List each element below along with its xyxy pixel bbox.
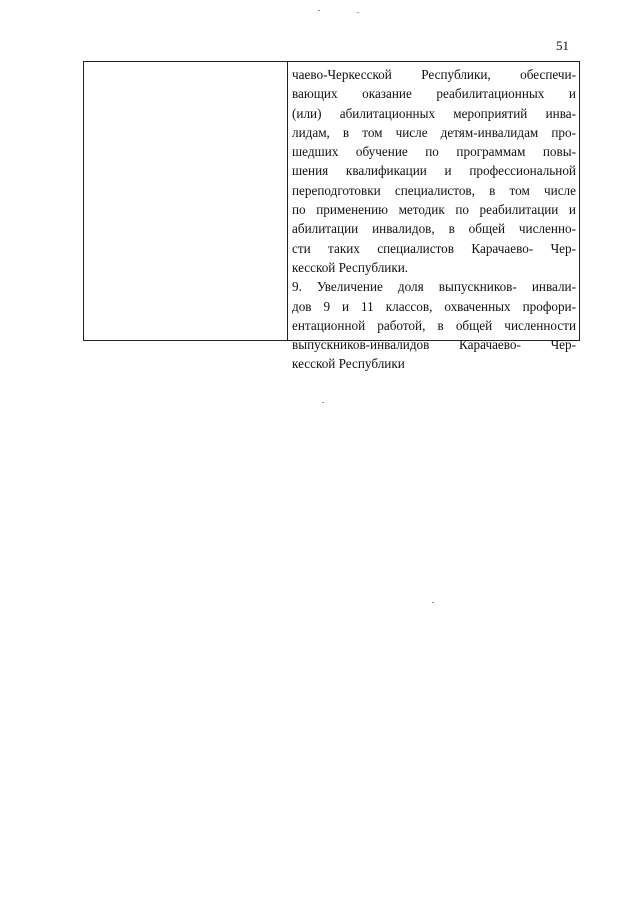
page-number: 51: [556, 38, 569, 53]
text-line: 9. Увеличение доля выпускников- инвали-: [292, 279, 576, 295]
text-line: кесской Республики: [292, 356, 405, 372]
document-table: [83, 61, 580, 372]
table-left-cell: [84, 62, 288, 340]
scan-speck: [357, 12, 359, 13]
text-line: шедших обучение по программам повы-: [292, 144, 576, 160]
text-line: вающих оказание реабилитационных и: [292, 86, 576, 102]
text-line: сти таких специалистов Карачаево- Чер-: [292, 240, 576, 256]
text-line: выпускников-инвалидов Карачаево- Чер-: [292, 337, 576, 353]
text-line: чаево-Черкесской Республики, обеспечи-: [292, 67, 576, 82]
text-line: переподготовки специалистов, в том числе: [292, 182, 576, 198]
text-line: дов 9 и 11 классов, охваченных профори-: [292, 298, 576, 314]
text-line: по применению методик по реабилитации и: [292, 202, 576, 218]
text-line: кесской Республики.: [292, 259, 409, 275]
text-line: (или) абилитационных мероприятий инва-: [292, 105, 576, 121]
text-line: шения квалификации и профессиональной: [292, 163, 576, 179]
scan-speck: [322, 402, 324, 403]
text-line: абилитации инвалидов, в общей численно-: [292, 221, 576, 237]
scan-speck: [432, 602, 434, 603]
text-line: лидам, в том числе детям-инвалидам про-: [292, 124, 576, 140]
text-line: ентационной работой, в общей численности: [292, 317, 576, 333]
table-right-cell: [288, 62, 579, 372]
scan-speck: [318, 10, 320, 11]
